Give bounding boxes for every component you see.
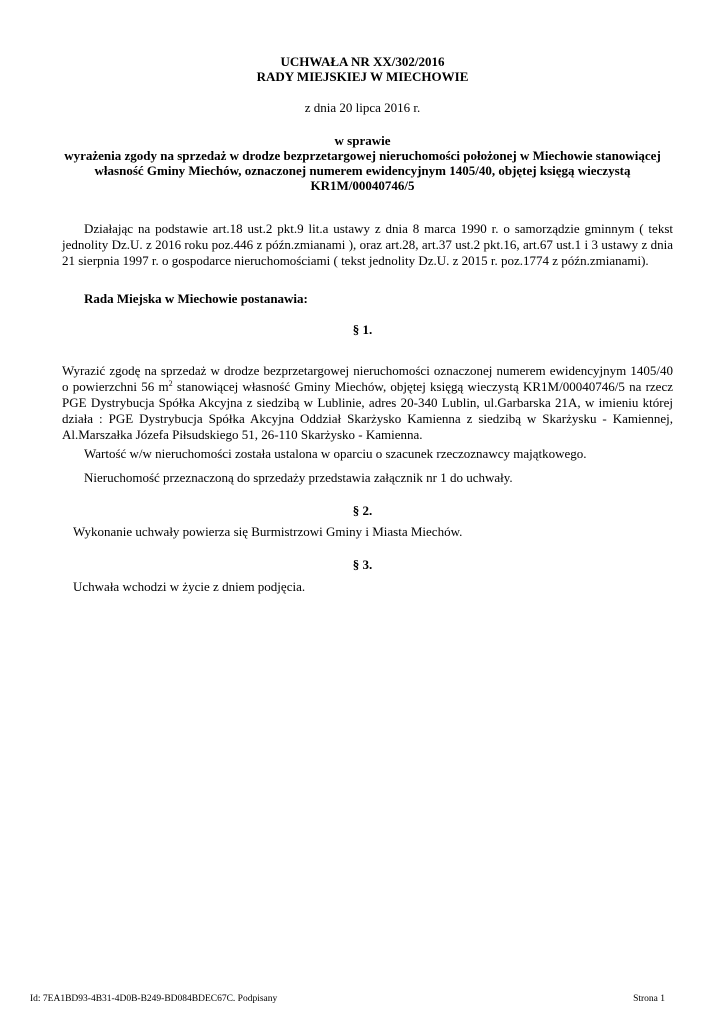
- subject-line: KR1M/00040746/5: [310, 178, 415, 193]
- document-id: Id: 7EA1BD93-4B31-4D0B-B249-BD084BDEC67C. Podpisany: [30, 994, 278, 1004]
- section-2-text: Wykonanie uchwały powierza się Burmistrzowi Gminy i Miasta Miechów.: [73, 524, 463, 539]
- section-1-attachment: Nieruchomość przeznaczoną do sprzedaży przedstawia załącznik nr 1 do uchwały.: [84, 470, 513, 485]
- preamble-paragraph: Działając na podstawie art.18 ust.2 pkt.9 lit.a ustawy z dnia 8 marca 1990 r. o samorządzie gminnym ( tekst jednolity Dz.U. z 2016 roku poz.446 z późn.zmianami ), oraz art.28, art.37 ust.2 pkt.16, art.67 ust.1 i 3 ustawy z dnia 21 sierpnia 1997 r. o gospodarce nieruchomościami ( tekst jednolity Dz.U. z 2015 r. poz.1774 z późn.zmianami).: [62, 221, 673, 268]
- section-3-text: Uchwała wchodzi w życie z dniem podjęcia.: [73, 579, 306, 594]
- subject-line: własność Gminy Miechów, oznaczonej numerem ewidencyjnym 1405/40, objętej księgą wieczystą: [94, 163, 631, 178]
- council-decision: Rada Miejska w Miechowie postanawia:: [84, 291, 308, 306]
- section-1-title: § 1.: [352, 322, 373, 337]
- section-1-paragraph: Wyrazić zgodę na sprzedaż w drodze bezprzetargowej nieruchomości oznaczonej numerem ewidencyjnym 1405/40 o powierzchni 56 $m^2$ stanowiącej własność Gminy Miechów, objętej księgą wieczystą KR1M/00040746/5 na rzecz PGE Dystrybucja Spółka Akcyjna z siedzibą w Lublinie, adres 20-340 Lublin, ul.Garbarska 21A, w imieniu której działa : PGE Dystrybucja Spółka Akcyjna Oddział Skarżysko Kamienna z siedzibą w Skarżysku - Kamiennej, Al.Marszałka Józefa Piłsudskiego 51, 26-110 Skarżysko - Kamienna.: [62, 363, 673, 442]
- subject-line: wyrażenia zgody na sprzedaż w drodze bezprzetargowej nieruchomości położonej w Miechowie stanowiącej: [64, 148, 661, 163]
- section-1-valuation: Wartość w/w nieruchomości została ustalona w oparciu o szacunek rzeczoznawcy majątkowego.: [84, 446, 587, 461]
- page-number: Strona 1: [633, 994, 665, 1004]
- section-2-title: § 2.: [352, 503, 373, 518]
- page-footer: [30, 994, 665, 1004]
- section-3-title: § 3.: [352, 557, 373, 572]
- subject-intro: w sprawie: [334, 133, 391, 148]
- resolution-number: UCHWAŁA NR XX/302/2016: [280, 54, 445, 69]
- resolution-date: z dnia 20 lipca 2016 r.: [304, 100, 421, 115]
- council-name: RADY MIEJSKIEJ W MIECHOWIE: [256, 69, 469, 84]
